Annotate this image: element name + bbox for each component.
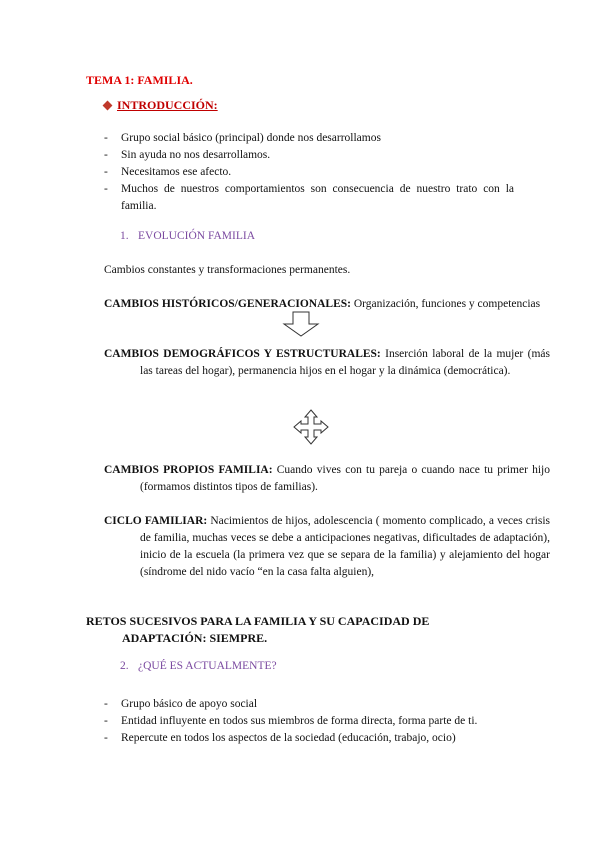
intro-label: INTRODUCCIÓN: (117, 98, 218, 112)
actual-list (104, 696, 514, 747)
retos-heading: RETOS SUCESIVOS PARA LA FAMILIA Y SU CAPACIDAD DE ADAPTACIÓN: SIEMPRE. (86, 614, 430, 645)
block-propios-familia: CAMBIOS PROPIOS FAMILIA: Cuando vives con tu pareja o cuando nace tu primer hijo (formamos distintos tipos de familias). (104, 464, 550, 493)
list-item: - Muchos de nuestros comportamientos son consecuencia de nuestro trato con la familia. (104, 183, 514, 212)
diamond-bullet-icon (103, 101, 113, 111)
intro-list (104, 130, 514, 215)
block-demograficos: CAMBIOS DEMOGRÁFICOS Y ESTRUCTURALES: Inserción laboral de la mujer (más las tareas del hogar), permanencia hijos en el hogar y la dinámica (democrática). (104, 348, 550, 377)
section-heading-actualmente: 2. ¿QUÉ ES ACTUALMENTE? (120, 660, 277, 672)
list-item: - Sin ayuda no nos desarrollamos. (104, 149, 271, 161)
list-item: - Repercute en todos los aspectos de la sociedad (educación, trabajo, ocio) (104, 732, 456, 744)
list-item: - Necesitamos ese afecto. (104, 166, 232, 178)
list-item: - Grupo social básico (principal) donde nos desarrollamos (104, 132, 381, 144)
arrow-down-icon (281, 311, 321, 337)
block-ciclo-familiar: CICLO FAMILIAR: Nacimientos de hijos, adolescencia ( momento complicado, a veces crisis de familia, muchas veces se debe a anticipaciones negativas, dificultades de adaptación), inicio de la escuela (la primera vez que se separa de la familia) y alejamiento del hogar (síndrome del nido vacío “en la casa falta alguien), (104, 515, 551, 578)
four-way-arrow-icon (293, 409, 329, 445)
block-historicos: CAMBIOS HISTÓRICOS/GENERACIONALES: Organización, funciones y competencias (104, 298, 541, 310)
document-title: TEMA 1: FAMILIA. (86, 73, 193, 87)
section-heading-evolucion: 1. EVOLUCIÓN FAMILIA (120, 230, 256, 242)
list-item: - Grupo básico de apoyo social (104, 698, 258, 710)
intro-heading (104, 98, 218, 113)
list-item: - Entidad influyente en todos sus miembros de forma directa, forma parte de ti. (104, 715, 478, 727)
cambios-intro-text: Cambios constantes y transformaciones permanentes. (104, 264, 351, 276)
